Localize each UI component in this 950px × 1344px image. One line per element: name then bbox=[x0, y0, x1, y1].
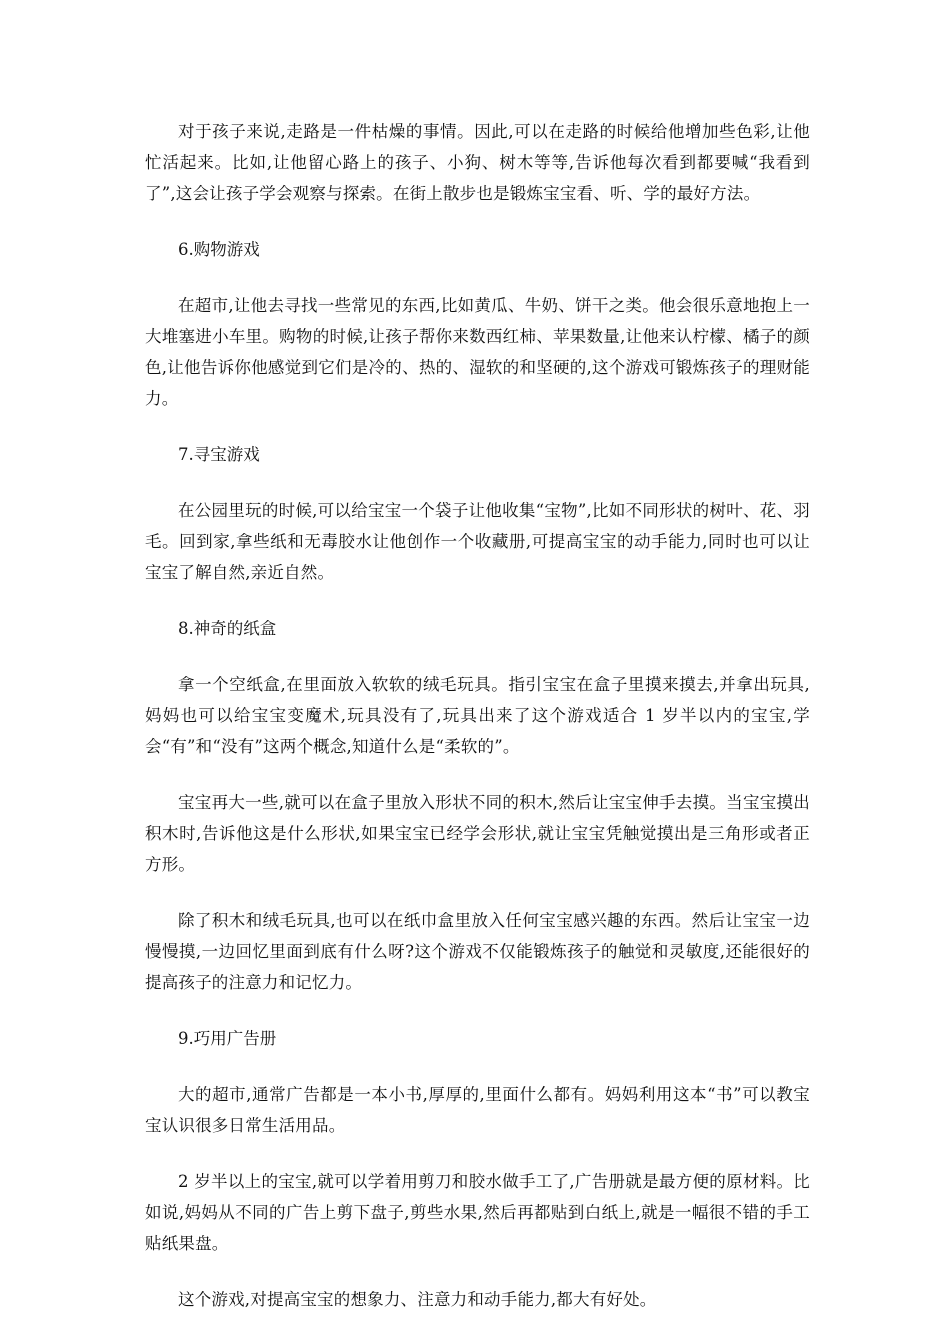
heading-treasure-game: 7.寻宝游戏 bbox=[178, 445, 260, 464]
paragraph-ad-brochure-1: 大的超市,通常广告都是一本小书,厚厚的,里面什么都有。妈妈利用这本“书”可以教宝宝认识很多日常生活用品。 bbox=[145, 1085, 810, 1135]
paragraph-magic-box-1: 拿一个空纸盒,在里面放入软软的绒毛玩具。指引宝宝在盒子里摸来摸去,并拿出玩具,妈妈也可以给宝宝变魔术,玩具没有了,玩具出来了这个游戏适合 1 岁半以内的宝宝,学会“有”和“没有”这两个概念,知道什么是“柔软的”。 bbox=[145, 675, 810, 756]
heading-magic-box: 8.神奇的纸盒 bbox=[178, 619, 277, 638]
paragraph-magic-box-2: 宝宝再大一些,就可以在盒子里放入形状不同的积木,然后让宝宝伸手去摸。当宝宝摸出积木时,告诉他这是什么形状,如果宝宝已经学会形状,就让宝宝凭触觉摸出是三角形或者正方形。 bbox=[145, 793, 810, 874]
paragraph-walking: 对于孩子来说,走路是一件枯燥的事情。因此,可以在走路的时候给他增加些色彩,让他忙活起来。比如,让他留心路上的孩子、小狗、树木等等,告诉他每次看到都要喊“我看到了”,这会让孩子学会观察与探索。在街上散步也是锻炼宝宝看、听、学的最好方法。 bbox=[145, 122, 810, 203]
heading-ad-brochure: 9.巧用广告册 bbox=[178, 1029, 277, 1048]
heading-shopping-game: 6.购物游戏 bbox=[178, 240, 260, 259]
paragraph-treasure: 在公园里玩的时候,可以给宝宝一个袋子让他收集“宝物”,比如不同形状的树叶、花、羽毛。回到家,拿些纸和无毒胶水让他创作一个收藏册,可提高宝宝的动手能力,同时也可以让宝宝了解自然,亲近自然。 bbox=[145, 501, 810, 582]
paragraph-ad-brochure-3: 这个游戏,对提高宝宝的想象力、注意力和动手能力,都大有好处。 bbox=[178, 1290, 657, 1309]
paragraph-shopping: 在超市,让他去寻找一些常见的东西,比如黄瓜、牛奶、饼干之类。他会很乐意地抱上一大堆塞进小车里。购物的时候,让孩子帮你来数西红柿、苹果数量,让他来认柠檬、橘子的颜色,让他告诉你他感觉到它们是冷的、热的、湿软的和坚硬的,这个游戏可锻炼孩子的理财能力。 bbox=[145, 296, 810, 408]
paragraph-ad-brochure-2: 2 岁半以上的宝宝,就可以学着用剪刀和胶水做手工了,广告册就是最方便的原材料。比如说,妈妈从不同的广告上剪下盘子,剪些水果,然后再都贴到白纸上,就是一幅很不错的手工贴纸果盘。 bbox=[145, 1172, 810, 1253]
paragraph-magic-box-3: 除了积木和绒毛玩具,也可以在纸巾盒里放入任何宝宝感兴趣的东西。然后让宝宝一边慢慢摸,一边回忆里面到底有什么呀?这个游戏不仅能锻炼孩子的触觉和灵敏度,还能很好的提高孩子的注意力和记忆力。 bbox=[145, 911, 810, 992]
